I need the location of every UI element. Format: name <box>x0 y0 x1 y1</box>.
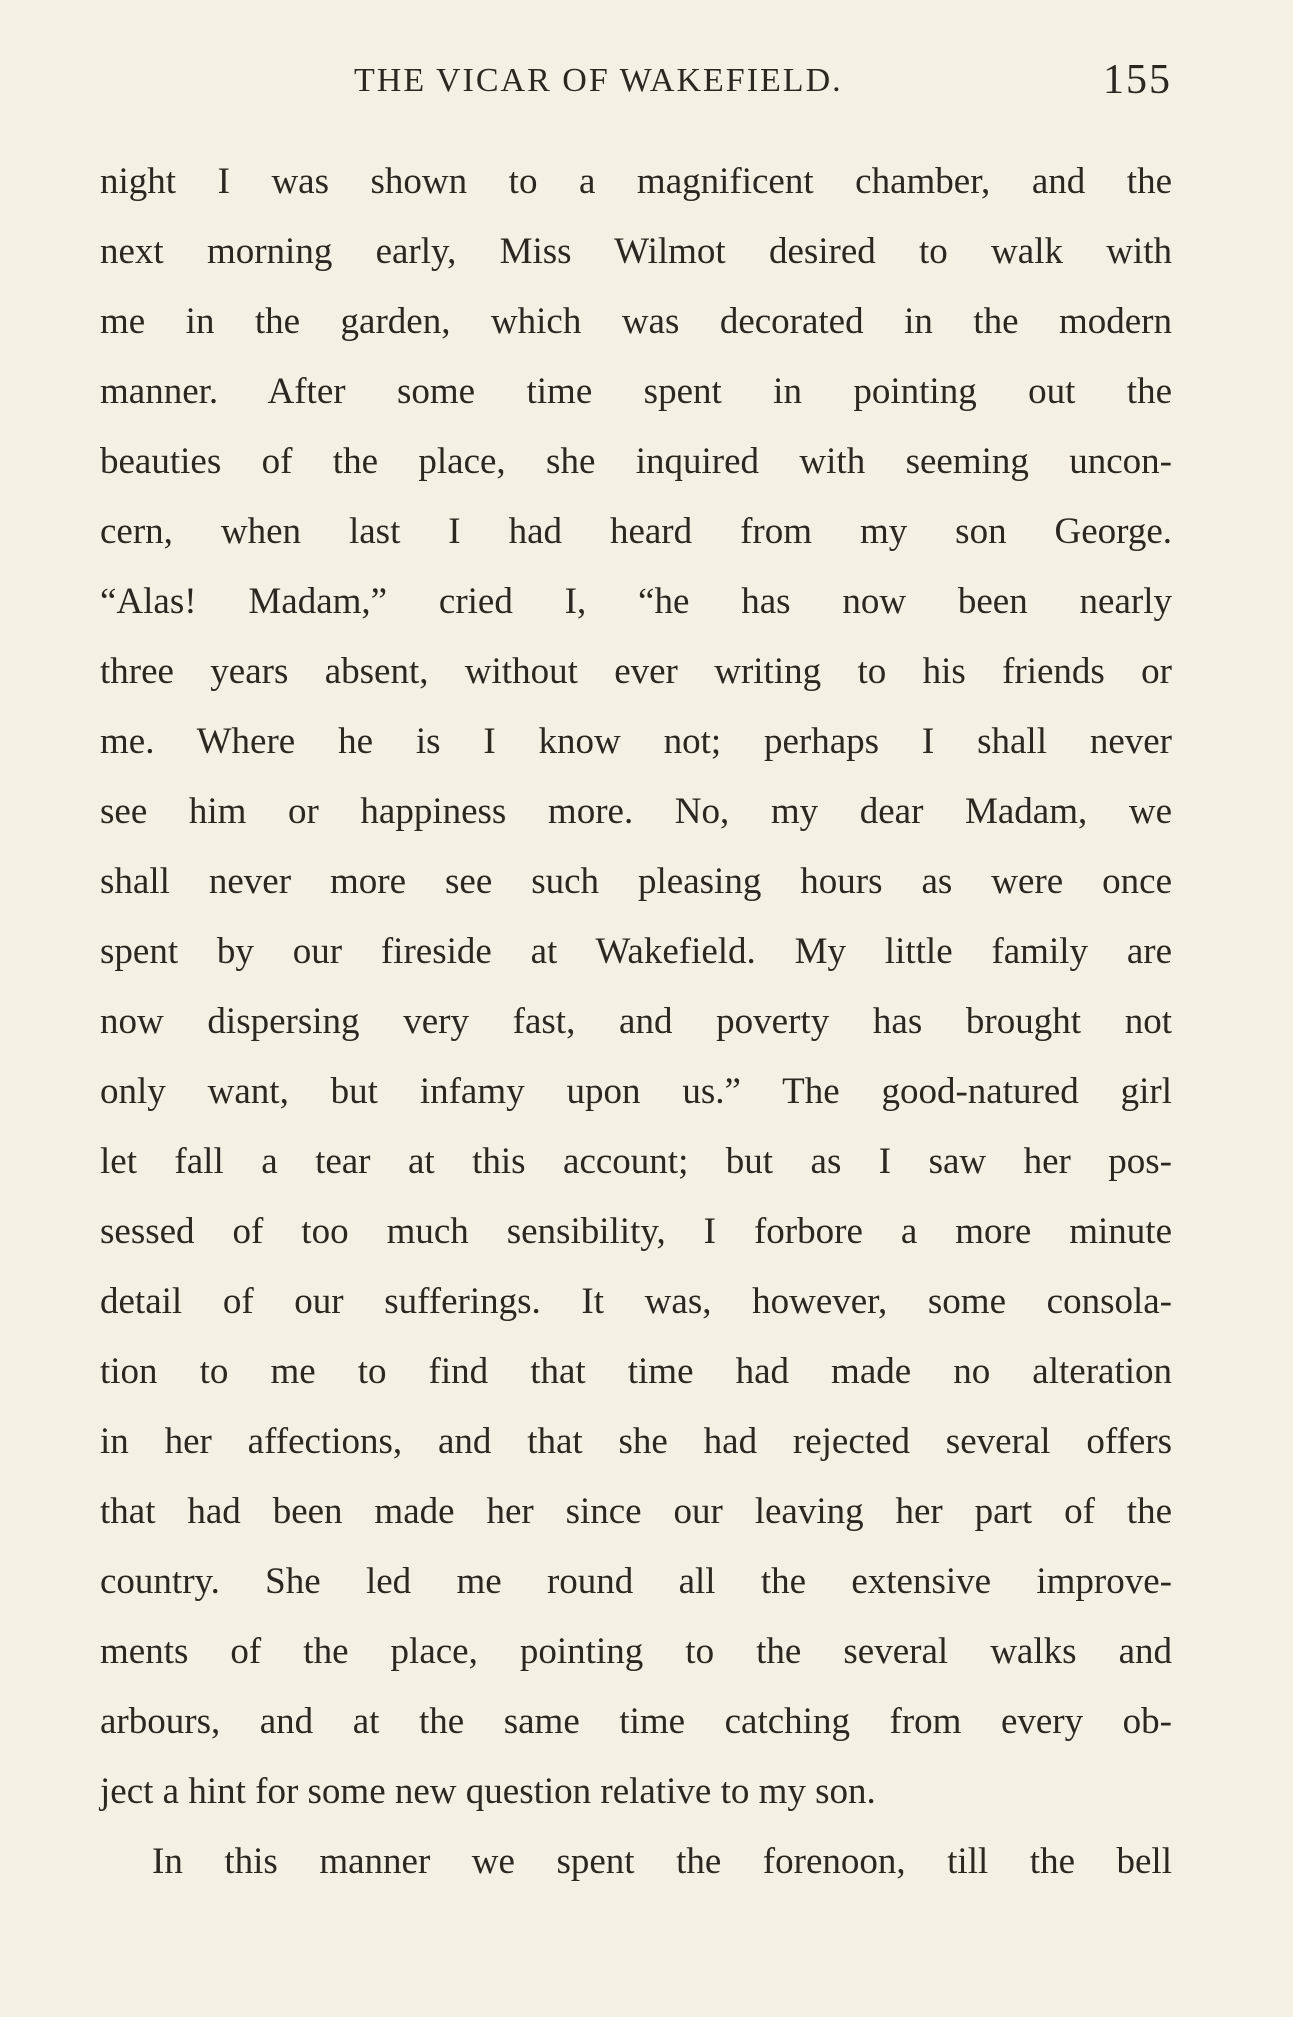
text-line: arbours, and at the same time catching from every ob- <box>100 1701 1172 1742</box>
body-text <box>100 147 1172 1897</box>
text-line: beauties of the place, she inquired with seeming uncon- <box>100 441 1172 482</box>
running-title: THE VICAR OF WAKEFIELD. <box>354 62 843 99</box>
text-line: detail of our sufferings. It was, however, some consola- <box>100 1281 1172 1322</box>
text-line: “Alas! Madam,” cried I, “he has now been nearly <box>100 581 1172 622</box>
running-head <box>100 56 1172 112</box>
text-line: shall never more see such pleasing hours as were once <box>100 861 1172 902</box>
text-line: ject a hint for some new question relative to my son. <box>100 1771 876 1812</box>
text-line: me. Where he is I know not; perhaps I shall never <box>100 721 1172 762</box>
paragraph-first-line: In this manner we spent the forenoon, till the bell <box>152 1841 1172 1882</box>
text-line: tion to me to find that time had made no alteration <box>100 1351 1172 1392</box>
text-line: me in the garden, which was decorated in the modern <box>100 301 1172 342</box>
text-line: manner. After some time spent in pointing out the <box>100 371 1172 412</box>
text-line: that had been made her since our leaving her part of the <box>100 1491 1172 1532</box>
text-line: cern, when last I had heard from my son George. <box>100 511 1172 552</box>
text-line: spent by our fireside at Wakefield. My little family are <box>100 931 1172 972</box>
text-line: night I was shown to a magnificent chamber, and the <box>100 161 1172 202</box>
text-line: ments of the place, pointing to the several walks and <box>100 1631 1172 1672</box>
text-line: in her affections, and that she had rejected several offers <box>100 1421 1172 1462</box>
text-line: next morning early, Miss Wilmot desired to walk with <box>100 231 1172 272</box>
text-line: country. She led me round all the extensive improve- <box>100 1561 1172 1602</box>
text-line: three years absent, without ever writing to his friends or <box>100 651 1172 692</box>
text-line: see him or happiness more. No, my dear Madam, we <box>100 791 1172 832</box>
text-line: now dispersing very fast, and poverty has brought not <box>100 1001 1172 1042</box>
text-line: only want, but infamy upon us.” The good-natured girl <box>100 1071 1172 1112</box>
text-line: sessed of too much sensibility, I forbore a more minute <box>100 1211 1172 1252</box>
page-number: 155 <box>1103 57 1172 103</box>
text-line: let fall a tear at this account; but as I saw her pos- <box>100 1141 1172 1182</box>
